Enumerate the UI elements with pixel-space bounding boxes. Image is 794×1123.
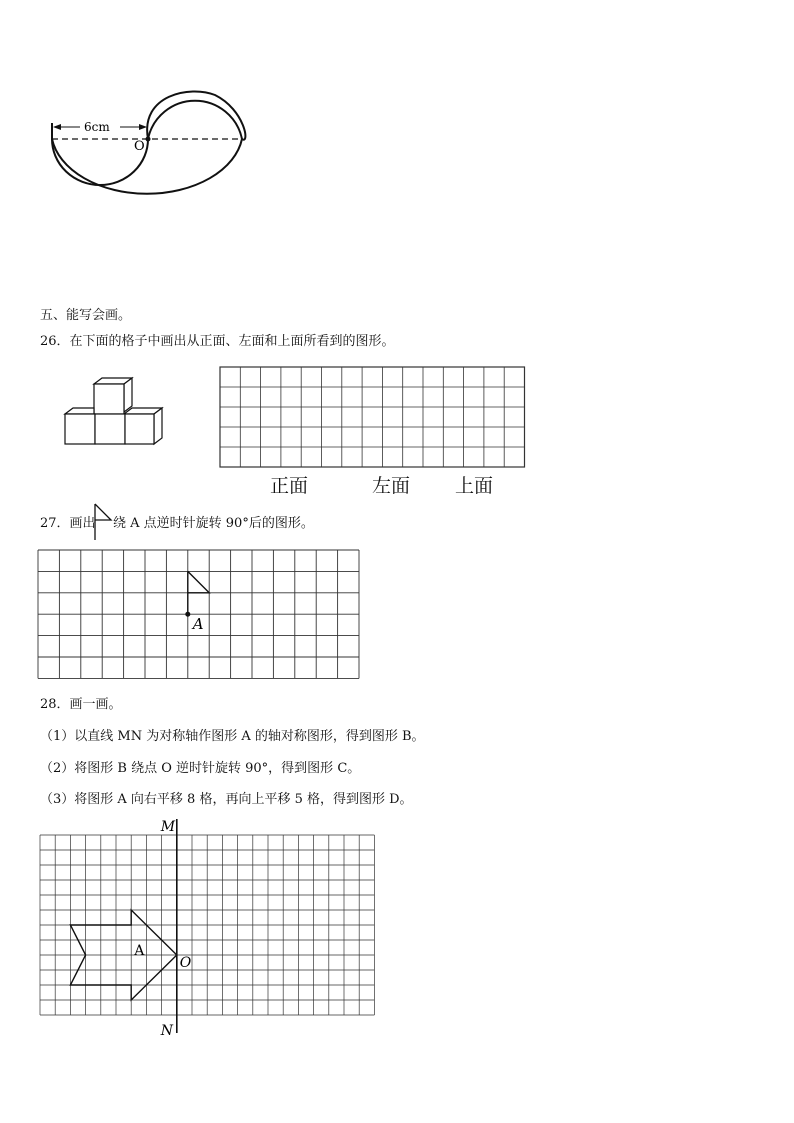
cube-front-1 [65, 414, 95, 444]
grid-28 [36, 815, 381, 1040]
flag-shape [188, 571, 209, 592]
point-a-label: A [192, 615, 204, 634]
cube-front-3 [125, 414, 154, 444]
grid-26 [218, 365, 526, 469]
cube-top-side [124, 378, 132, 412]
cube-top-front [94, 384, 124, 414]
question-27-prefix: 27．画出 [40, 516, 96, 531]
spiral-figure [40, 75, 260, 240]
question-28-item-3: （3）将图形 A 向右平移 8 格，再向上平移 5 格，得到图形 D。 [40, 792, 413, 807]
cube-front-2 [95, 414, 125, 444]
section-heading: 五、能写会画。 [40, 308, 132, 323]
point-a [185, 612, 190, 617]
cube-stack-figure [60, 376, 168, 448]
question-26: 26．在下面的格子中画出从正面、左面和上面所看到的图形。 [40, 334, 395, 349]
grid-border [220, 367, 525, 467]
center-label: O [134, 139, 145, 154]
center-point [146, 137, 151, 142]
grid-27 [37, 549, 361, 680]
question-28-item-2: （2）将图形 B 绕点 O 逆时针旋转 90°，得到图形 C。 [40, 761, 361, 776]
label-m: M [160, 819, 176, 835]
label-o: O [179, 955, 192, 971]
question-27-suffix: 绕 A 点逆时针旋转 90°后的图形。 [113, 516, 314, 531]
view-label-front: 正面 [270, 475, 309, 497]
length-label: 6cm [84, 120, 110, 134]
row-side [154, 408, 162, 444]
view-label-top: 上面 [455, 475, 494, 497]
question-28-title: 28．画一画。 [40, 697, 122, 712]
row-left-top [65, 408, 94, 414]
label-shape-a: A [134, 943, 145, 959]
arrow-head-left [53, 124, 61, 130]
view-label-left: 左面 [372, 475, 411, 497]
label-n: N [160, 1023, 174, 1039]
question-28-item-1: （1）以直线 MN 为对称轴作图形 A 的轴对称图形，得到图形 B。 [40, 729, 425, 744]
flag-icon [92, 502, 114, 542]
arrow-head-right [139, 124, 147, 130]
